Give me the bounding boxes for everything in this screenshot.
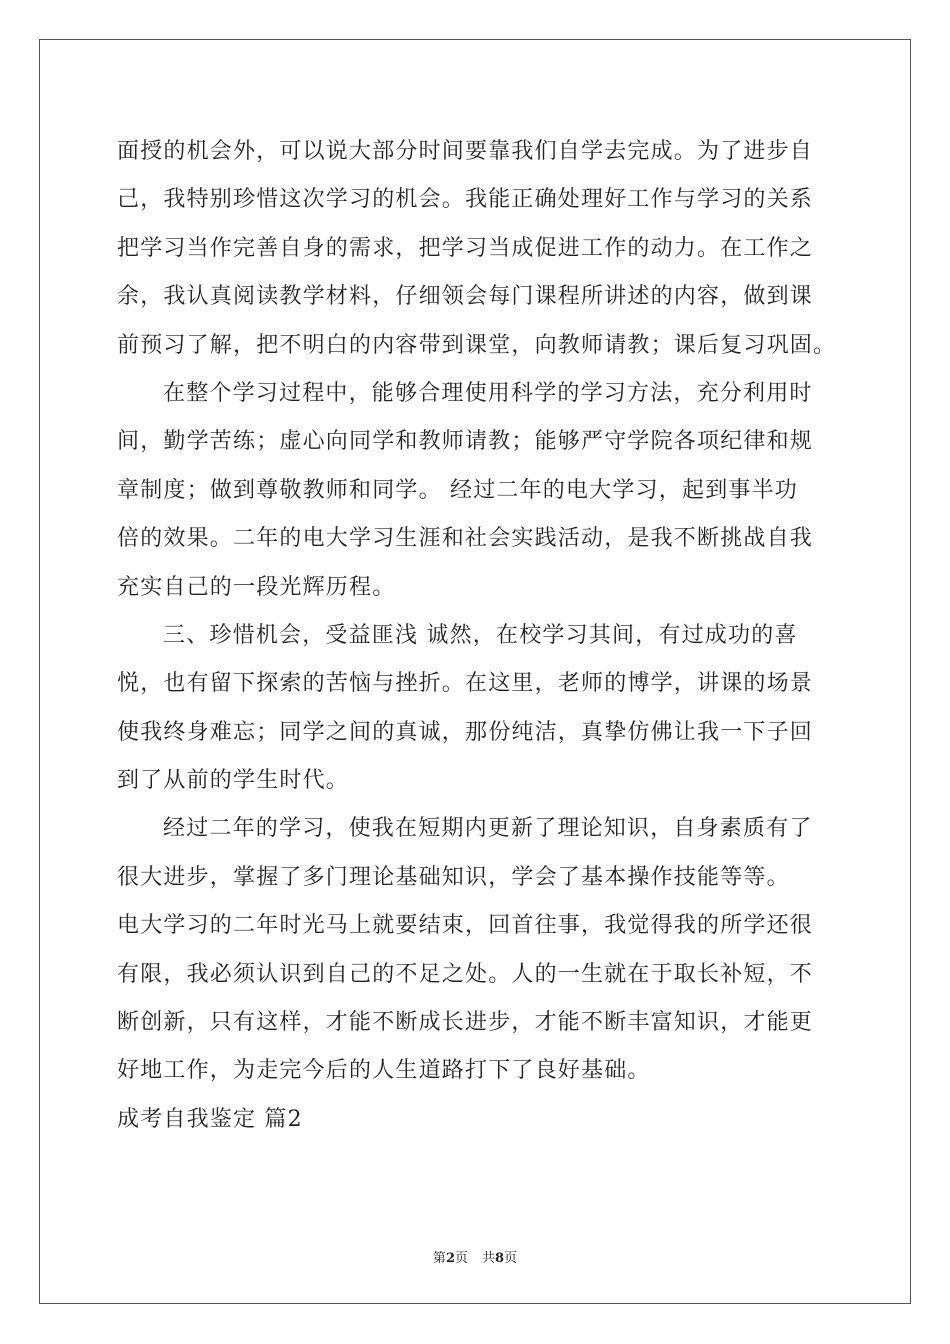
text-line: 前预习了解，把不明白的内容带到课堂，向教师请教；课后复习巩固。	[117, 332, 837, 358]
text-line: 很大进步，掌握了多门理论基础知识，学会了基本操作技能等等。	[117, 864, 790, 890]
text-line: 好地工作，为走完今后的人生道路打下了良好基础。	[117, 1058, 651, 1084]
text-line: 到了从前的学生时代。	[117, 768, 350, 794]
total-suffix: 页	[504, 1251, 518, 1266]
text-line: 悦，也有留下探索的苦恼与挫折。在这里，老师的博学，讲课的场景	[117, 671, 814, 697]
page-suffix: 页	[454, 1251, 468, 1266]
text-line: 使我终身难忘；同学之间的真诚，那份纯洁，真挚仿佛让我一下子回	[117, 719, 814, 745]
text-line: 充实自己的一段光辉历程。	[117, 574, 396, 600]
text-line: 己，我特别珍惜这次学习的机会。我能正确处理好工作与学习的关系	[117, 187, 814, 213]
text-line: 倍的效果。二年的电大学习生涯和社会实践活动，是我不断挑战自我	[117, 526, 814, 552]
text-line: 面授的机会外，可以说大部分时间要靠我们自学去完成。为了进步自	[117, 139, 814, 164]
paragraph	[117, 370, 837, 612]
total-pages: 8	[495, 1251, 505, 1266]
text-line: 有限，我必须认识到自己的不足之处。人的一生就在于取长补短，不	[117, 961, 814, 987]
total-prefix: 共	[482, 1251, 496, 1266]
text-line: 电大学习的二年时光马上就要结束，回首往事，我觉得我的所学还很	[117, 913, 814, 939]
page-prefix: 第	[432, 1251, 446, 1266]
text-line: 在整个学习过程中，能够合理使用科学的学习方法，充分利用时	[163, 380, 813, 406]
paragraph	[117, 128, 837, 370]
text-line: 断创新，只有这样，才能不断成长进步，才能不断丰富知识，才能更	[117, 1010, 814, 1036]
page-footer	[0, 1247, 950, 1266]
text-line: 经过二年的学习，使我在短期内更新了理论知识，自身素质有了	[163, 816, 813, 842]
text-line: 把学习当作完善自身的需求，把学习当成促进工作的动力。在工作之	[117, 235, 814, 261]
paragraph	[117, 612, 837, 806]
text-line: 余，我认真阅读教学材料，仔细领会每门课程所讲述的内容，做到课	[117, 284, 814, 310]
paragraph	[117, 805, 837, 1095]
section-heading: 成考自我鉴定 篇2	[117, 1106, 303, 1132]
document-body	[117, 128, 837, 1144]
page-number: 2	[445, 1251, 455, 1266]
text-line: 三、珍惜机会，受益匪浅 诚然，在校学习其间，有过成功的喜	[163, 622, 798, 648]
text-line: 章制度；做到尊敬教师和同学。 经过二年的电大学习，起到事半功	[117, 477, 798, 503]
text-line: 间，勤学苦练；虚心向同学和教师请教；能够严守学院各项纪律和规	[117, 429, 814, 455]
